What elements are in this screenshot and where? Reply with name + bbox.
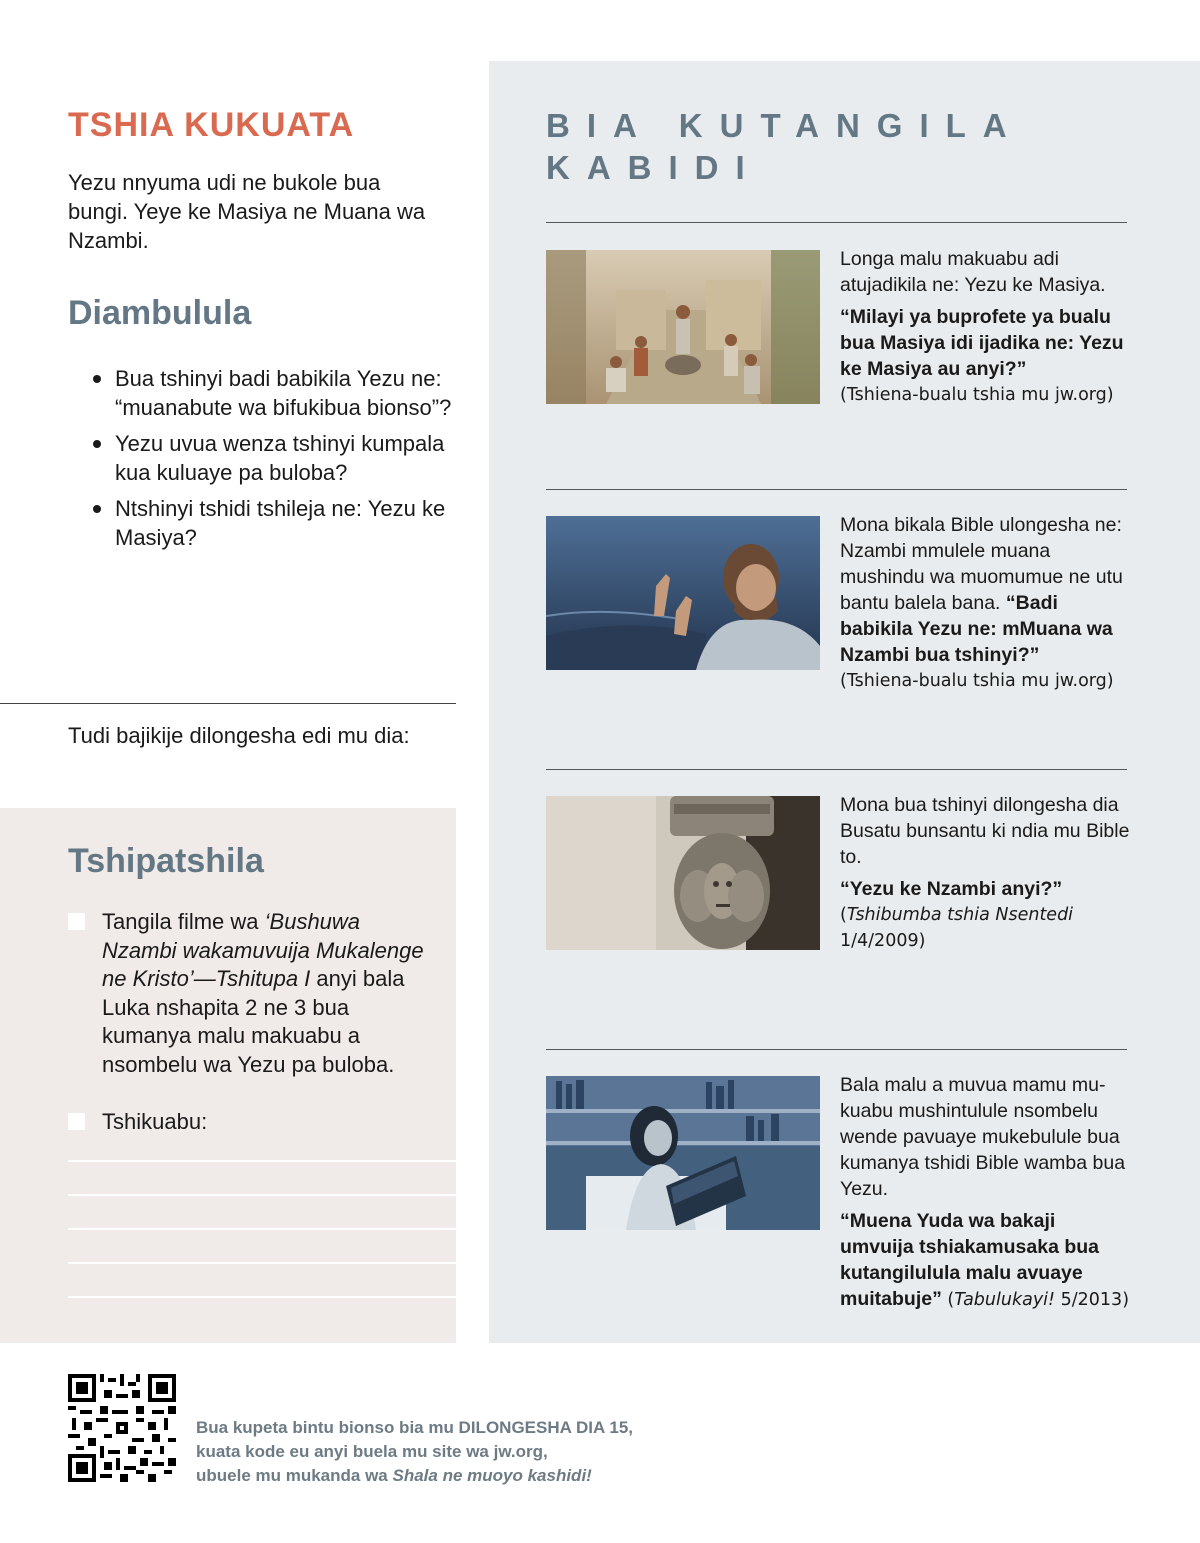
reading-item-source: (Tshibumba tshia Nsentedi 1/4/2009) <box>840 905 1074 951</box>
review-question-text: Bua tshinyi badi babikila Yezu ne: “muanabute wa bifukibua bionso”? <box>115 366 452 420</box>
goal-item-text: Tshikuabu: <box>102 1109 208 1134</box>
reading-item <box>840 512 1130 700</box>
divider <box>546 222 1127 223</box>
review-question <box>93 364 463 422</box>
reading-item <box>840 792 1130 960</box>
divider <box>0 703 456 704</box>
reading-item-intro: Mona bua tshinyi dilongesha dia Busatu bunsantu ki ndia mu Bible to. <box>840 794 1130 868</box>
writing-line[interactable] <box>68 1160 456 1162</box>
bullet-icon <box>93 440 101 448</box>
reading-item-title[interactable]: “Yezu ke Nzambi anyi?” <box>840 878 1063 900</box>
footer-line: ubuele mu mukanda wa Shala ne muoyo kashidi! <box>196 1466 592 1485</box>
footer-line: kuata kode eu anyi buela mu site wa jw.org, <box>196 1442 548 1461</box>
reading-item-source: (Tshiena-bualu tshia mu jw.org) <box>840 385 1114 405</box>
reading-item-intro: Longa malu makuabu adi atujadikila ne: Yezu ke Masiya. <box>840 248 1106 296</box>
goal-item-video <box>68 908 438 1079</box>
divider <box>546 1049 1127 1050</box>
trinity-sculpture-photo <box>546 796 820 950</box>
bullet-icon <box>93 375 101 383</box>
reading-item-intro: Mona bikala Bible ulongesha ne: Nzambi mmulele muana mushindu wa muomumue ne utu bantu balela bana. <box>840 514 1123 614</box>
writing-line[interactable] <box>68 1296 456 1298</box>
reading-item-title[interactable]: “Badi babikila Yezu ne: mMuana wa Nzambi bua tshinyi?” <box>840 592 1113 666</box>
reading-item <box>840 246 1130 414</box>
reading-item <box>840 1072 1130 1313</box>
reading-item-body <box>840 512 1130 668</box>
checkbox[interactable] <box>68 1113 85 1130</box>
review-question-list <box>93 364 463 559</box>
review-question-text: Yezu uvua wenza tshinyi kumpala kua kuluaye pa buloba? <box>115 431 445 485</box>
further-reading-heading: BIA KUTANGILA KABIDI <box>546 107 1023 186</box>
jesus-praying-illustration <box>546 516 820 670</box>
review-question-text: Ntshinyi tshidi tshileja ne: Yezu ke Masiya? <box>115 496 446 550</box>
footer-note <box>196 1416 716 1488</box>
reading-item-title[interactable]: “Muena Yuda wa bakaji umvuija tshiakamusaka bua kutangilulula malu avuaye muitabuje” <box>840 1210 1100 1310</box>
reading-item-source: (Tabulukayi! 5/2013) <box>941 1290 1130 1310</box>
checkbox[interactable] <box>68 913 85 930</box>
divider <box>546 769 1127 770</box>
reading-item-title[interactable]: “Milayi ya buprofete ya bualu bua Masiya idi ijadika ne: Yezu ke Masiya au anyi?” <box>840 306 1124 380</box>
footer-line: Bua kupeta bintu bionso bia mu DILONGESHA DIA 15, <box>196 1418 633 1437</box>
goal-heading: Tshipatshila <box>68 842 264 880</box>
review-question <box>93 429 463 487</box>
goal-item-other <box>68 1108 438 1137</box>
reading-item-intro: Bala malu a muvua mamu mukuabu mushintulule nsombelu wende pavuaye mukebulule bua kumanya tshidi Bible wamba bua Yezu. <box>840 1074 1126 1200</box>
writing-line[interactable] <box>68 1262 456 1264</box>
woman-reading-photo <box>546 1076 820 1230</box>
qr-code-icon[interactable] <box>68 1374 176 1482</box>
palm-entry-illustration <box>546 250 820 404</box>
section-heading-summary: TSHIA KUKUATA <box>68 106 355 144</box>
reading-item-body <box>840 1208 1130 1313</box>
date-prompt: Tudi bajikije dilongesha edi mu dia: <box>68 723 410 748</box>
writing-line[interactable] <box>68 1194 456 1196</box>
writing-line[interactable] <box>68 1228 456 1230</box>
review-question <box>93 494 463 552</box>
summary-text: Yezu nnyuma udi ne bukole bua bungi. Yeye ke Masiya ne Muana wa Nzambi. <box>68 170 426 253</box>
bullet-icon <box>93 505 101 513</box>
reading-item-source: (Tshiena-bualu tshia mu jw.org) <box>840 671 1114 691</box>
goal-item-text: Tangila filme wa ‘Bushuwa Nzambi wakamuvuija Mukalenge ne Kristo’—Tshitupa I anyi bala Luka nshapita 2 ne 3 bua kumanya malu makuabu a nsombelu wa Yezu pa buloba. <box>102 909 424 1077</box>
review-heading: Diambulula <box>68 294 252 332</box>
divider <box>546 489 1127 490</box>
